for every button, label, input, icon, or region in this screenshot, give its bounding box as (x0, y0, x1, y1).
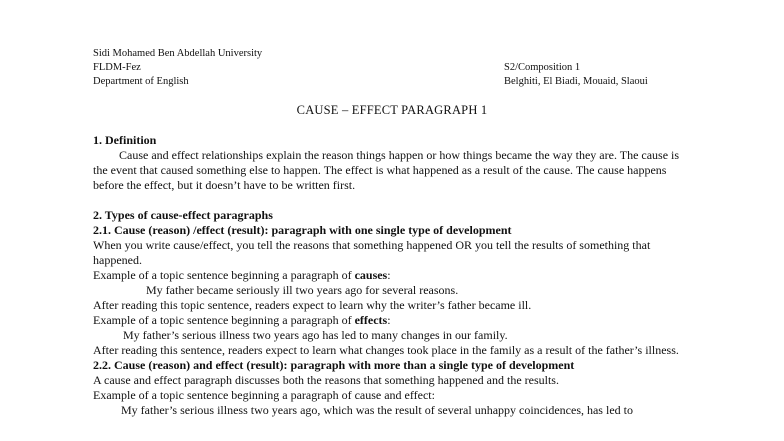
after-causes-paragraph: After reading this topic sentence, readers expect to learn why the writer’s father became ill. (93, 298, 532, 312)
multiple-type-paragraph: A cause and effect paragraph discusses both the reasons that something happened and the results. (93, 373, 559, 387)
instructors: Belghiti, El Biadi, Mouaid, Slaoui (504, 76, 648, 87)
example-effects-sentence: My father’s serious illness two years ago has led to many changes in our family. (123, 328, 508, 342)
document-title: CAUSE – EFFECT PARAGRAPH 1 (296, 103, 488, 117)
faculty-name: FLDM-Fez (93, 62, 141, 73)
example-effects-keyword: effects (354, 313, 388, 327)
example-effects-lead: Example of a topic sentence beginning a paragraph of (93, 313, 355, 327)
example-causes-keyword: causes (354, 268, 388, 282)
section-heading-definition: 1. Definition (93, 133, 157, 147)
single-type-paragraph: When you write cause/effect, you tell the reasons that something happened OR you tell the results of something that happened. (93, 238, 651, 267)
example-causes-intro: Example of a topic sentence beginning a paragraph of causes: (93, 268, 391, 282)
subsection-heading-multiple: 2.2. Cause (reason) and effect (result): paragraph with more than a single type of development (93, 358, 575, 372)
example-causes-lead: Example of a topic sentence beginning a paragraph of (93, 268, 355, 282)
after-effects-paragraph: After reading this sentence, readers expect to learn what changes took place in the family as a result of the father’s illness. (93, 343, 679, 357)
definition-paragraph: Cause and effect relationships explain the reason things happen or how things became the way they are. The cause is the event that caused something else to happen. The effect is what happened as a result of the cause. The cause happens before the effect, but it doesn’t have to be written first. (93, 148, 680, 192)
subsection-heading-single: 2.1. Cause (reason) /effect (result): paragraph with one single type of development (93, 223, 512, 237)
course-code: S2/Composition 1 (504, 62, 581, 73)
header-right (504, 61, 648, 89)
university-name: Sidi Mohamed Ben Abdellah University (93, 48, 263, 59)
department-name: Department of English (93, 76, 189, 87)
example-effects-intro: Example of a topic sentence beginning a paragraph of effects: (93, 313, 391, 327)
spacer (93, 193, 693, 208)
example-both-intro: Example of a topic sentence beginning a paragraph of cause and effect: (93, 388, 435, 402)
section-heading-types: 2. Types of cause-effect paragraphs (93, 208, 273, 222)
example-both-sentence: My father’s serious illness two years ago, which was the result of several unhappy coincidences, has led to (121, 403, 633, 417)
example-causes-sentence: My father became seriously ill two years ago for several reasons. (146, 283, 459, 297)
document-body (93, 133, 693, 418)
header-left (93, 47, 262, 89)
